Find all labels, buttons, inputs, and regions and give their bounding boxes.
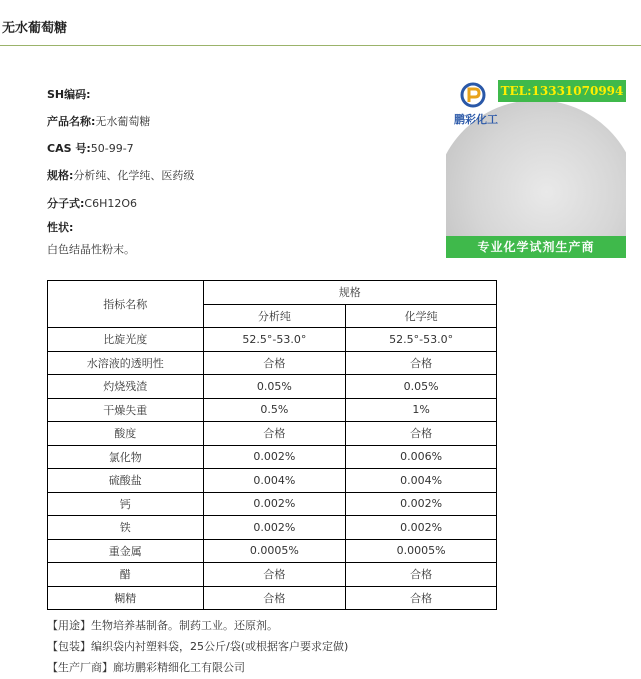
manufacturer-line: 【生产厂商】廊坊鹏彩精细化工有限公司 — [47, 661, 245, 674]
table-row — [48, 469, 497, 493]
row-name-cell: 氯化物 — [48, 445, 204, 469]
row-ar-cell: 0.002% — [203, 516, 346, 540]
row-ar-cell: 0.002% — [203, 492, 346, 516]
cas-label: CAS 号: — [47, 142, 91, 155]
row-cp-cell: 0.002% — [346, 516, 497, 540]
row-cp-cell: 0.05% — [346, 375, 497, 399]
row-ar-cell: 0.004% — [203, 469, 346, 493]
row-cp-cell: 0.004% — [346, 469, 497, 493]
row-ar-cell: 合格 — [203, 563, 346, 587]
table-row — [48, 492, 497, 516]
row-ar-cell: 0.0005% — [203, 539, 346, 563]
company-logo — [450, 82, 498, 128]
row-name-cell: 醋 — [48, 563, 204, 587]
row-ar-cell: 0.05% — [203, 375, 346, 399]
page-title: 无水葡萄糖 — [2, 21, 68, 36]
formula-value: C6H12O6 — [84, 197, 138, 210]
row-cp-cell: 0.0005% — [346, 539, 497, 563]
product-name-line — [47, 113, 150, 129]
row-cp-cell: 0.006% — [346, 445, 497, 469]
row-cp-cell: 合格 — [346, 586, 497, 610]
row-name-cell: 酸度 — [48, 422, 204, 446]
product-image — [446, 78, 626, 258]
table-header-row — [48, 281, 497, 305]
table-row — [48, 516, 497, 540]
table-row — [48, 539, 497, 563]
property-value: 白色结晶性粉末。 — [47, 243, 135, 256]
table-row — [48, 351, 497, 375]
row-cp-cell: 0.002% — [346, 492, 497, 516]
property-label: 性状: — [47, 221, 74, 234]
row-cp-cell: 合格 — [346, 422, 497, 446]
header-item-name: 指标名称 — [48, 281, 204, 328]
row-name-cell: 硫酸盐 — [48, 469, 204, 493]
spec-label: 规格: — [47, 169, 74, 182]
row-ar-cell: 52.5°-53.0° — [203, 328, 346, 352]
title-divider — [0, 45, 641, 46]
row-name-cell: 水溶液的透明性 — [48, 351, 204, 375]
row-ar-cell: 0.002% — [203, 445, 346, 469]
logo-text: 鹏彩化工 — [454, 113, 498, 126]
table-row — [48, 328, 497, 352]
subheader-ar: 分析纯 — [203, 304, 346, 328]
row-cp-cell: 合格 — [346, 563, 497, 587]
sh-code-line — [47, 86, 91, 102]
row-cp-cell: 合格 — [346, 351, 497, 375]
row-ar-cell: 0.5% — [203, 398, 346, 422]
tel-banner: TEL:13331070994 — [498, 80, 626, 102]
table-row — [48, 375, 497, 399]
table-row — [48, 445, 497, 469]
usage-line: 【用途】生物培养基制备。制药工业。还原剂。 — [47, 619, 278, 632]
row-ar-cell: 合格 — [203, 351, 346, 375]
row-ar-cell: 合格 — [203, 586, 346, 610]
row-cp-cell: 52.5°-53.0° — [346, 328, 497, 352]
sh-code-label: SH编码: — [47, 88, 91, 101]
cas-line — [47, 140, 134, 156]
row-ar-cell: 合格 — [203, 422, 346, 446]
formula-label: 分子式: — [47, 197, 85, 210]
table-row — [48, 563, 497, 587]
logo-icon — [460, 82, 486, 108]
subheader-cp: 化学纯 — [346, 304, 497, 328]
table-row — [48, 398, 497, 422]
row-name-cell: 糊精 — [48, 586, 204, 610]
row-name-cell: 重金属 — [48, 539, 204, 563]
row-name-cell: 灼烧残渣 — [48, 375, 204, 399]
product-name-value: 无水葡萄糖 — [95, 115, 151, 128]
row-name-cell: 比旋光度 — [48, 328, 204, 352]
property-line — [47, 219, 73, 235]
table-row — [48, 586, 497, 610]
row-name-cell: 钙 — [48, 492, 204, 516]
spec-line — [47, 167, 194, 183]
packaging-line: 【包装】编织袋内衬塑料袋，25公斤/袋(或根据客户要求定做) — [47, 640, 349, 653]
formula-line — [47, 195, 137, 211]
row-name-cell: 铁 — [48, 516, 204, 540]
cas-value: 50-99-7 — [90, 142, 134, 155]
product-name-label: 产品名称: — [47, 115, 96, 128]
row-cp-cell: 1% — [346, 398, 497, 422]
spec-value: 分析纯、化学纯、医药级 — [73, 169, 195, 182]
row-name-cell: 干燥失重 — [48, 398, 204, 422]
header-spec: 规格 — [203, 281, 496, 305]
spec-table — [47, 280, 497, 610]
table-row — [48, 422, 497, 446]
slogan-banner: 专业化学试剂生产商 — [446, 236, 626, 258]
